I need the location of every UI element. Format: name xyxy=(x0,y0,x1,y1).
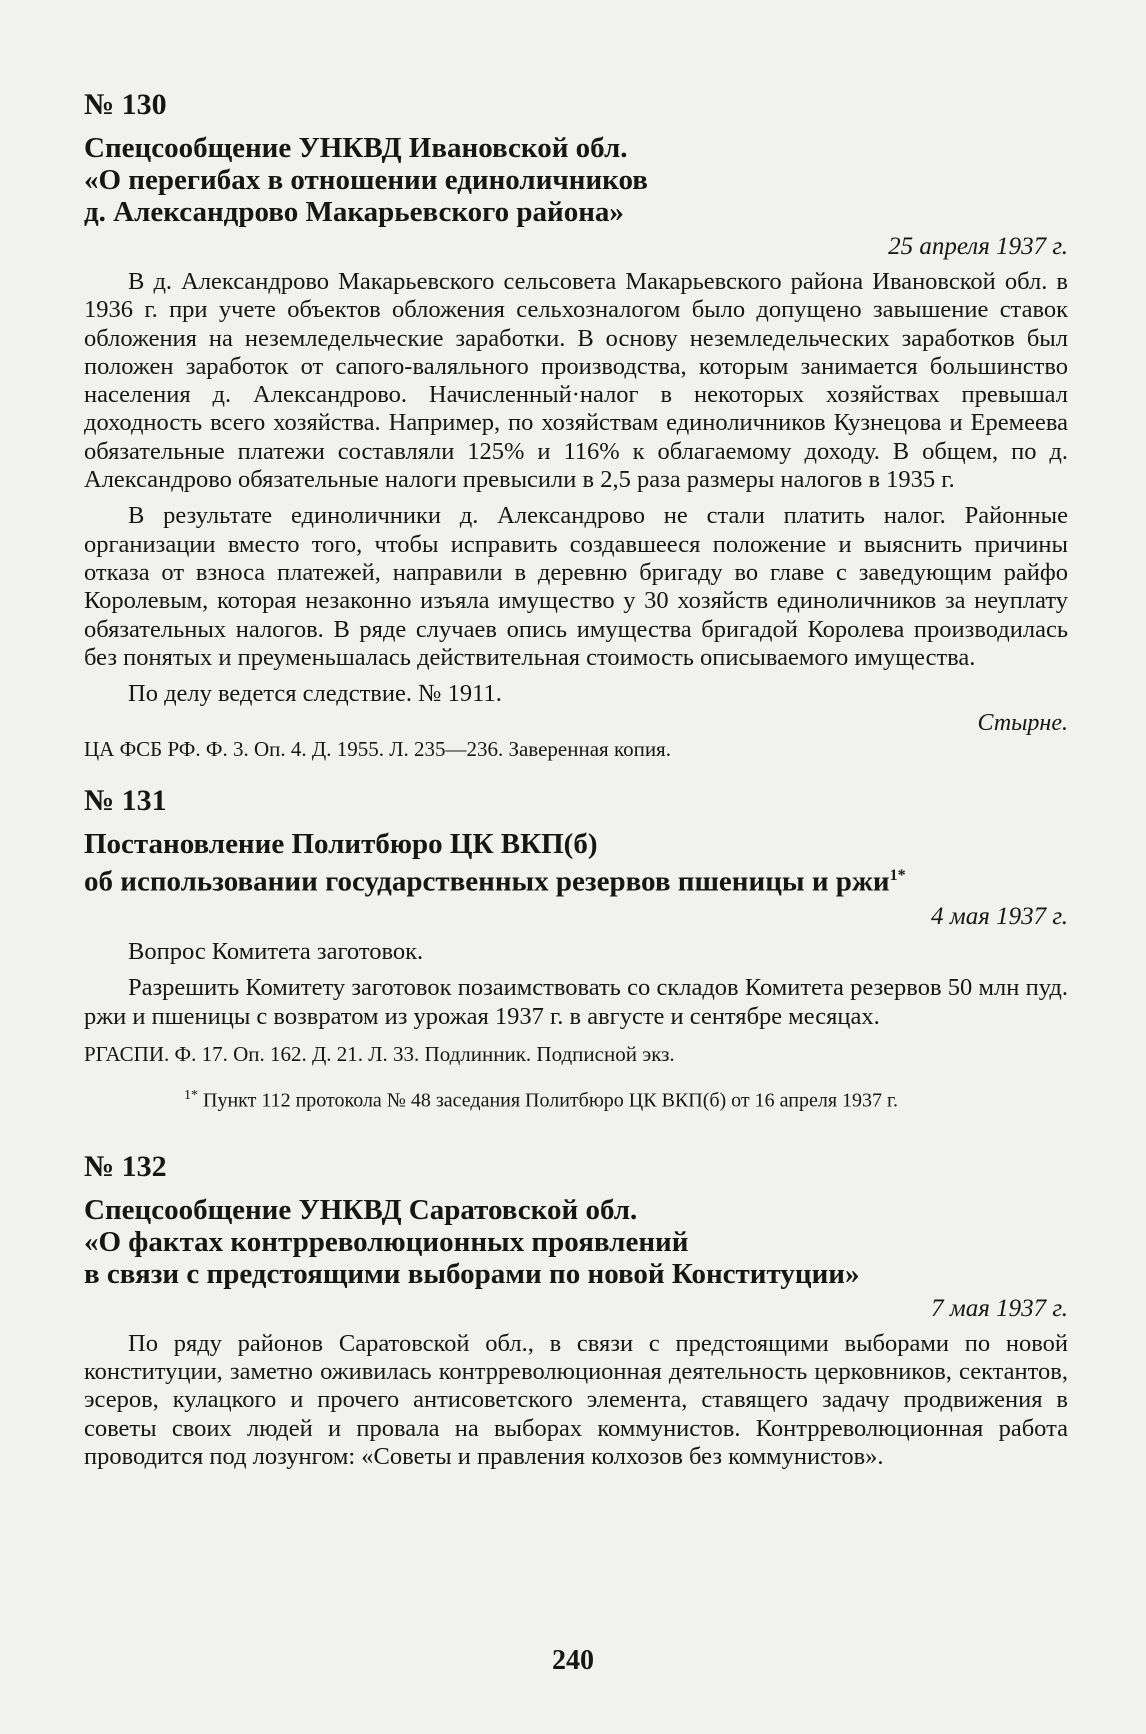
title-line xyxy=(84,860,1068,898)
document-title xyxy=(84,132,1068,228)
page-number: 240 xyxy=(552,1645,594,1676)
paragraph: Разрешить Комитету заготовок позаимствовать со складов Комитета резервов 50 млн пуд. ржи и пшеницы с возвратом из урожая 1937 г. в августе и сентябре месяцах. xyxy=(84,974,1068,1030)
document-131 xyxy=(84,784,1068,1113)
document-body xyxy=(84,1330,1068,1471)
footnote-mark: 1* xyxy=(184,1088,198,1103)
document-132 xyxy=(84,1150,1068,1471)
footnote-mark: 1* xyxy=(889,867,906,885)
footnote xyxy=(84,1083,1068,1114)
document-body xyxy=(84,268,1068,708)
title-line: Спецсообщение УНКВД Ивановской обл. xyxy=(84,132,628,164)
title-line: «О фактах контрреволюционных проявлений xyxy=(84,1225,689,1258)
document-body xyxy=(84,938,1068,1031)
archive-source: ЦА ФСБ РФ. Ф. 3. Оп. 4. Д. 1955. Л. 235—236. Заверенная копия. xyxy=(84,737,671,762)
paragraph: Вопрос Комитета заготовок. xyxy=(128,938,424,966)
paragraph: В результате единоличники д. Александрово не стали платить налог. Районные организации вместо того, чтобы исправить создавшееся положение и выяснить причины отказа от взноса платежей, направили в деревню бригаду во главе с заведующим райфо Королевым, которая незаконно изъяла имущество у 30 хозяйств единоличников за неуплату обязательных налогов. В ряде случаев опись имущества бригадой Королева производилась без понятых и преуменьшалась действительная стоимость описываемого имущества. xyxy=(84,502,1068,671)
document-title xyxy=(84,828,1068,898)
footnote-text: Пункт 112 протокола № 48 заседания Политбюро ЦК ВКП(б) от 16 апреля 1937 г. xyxy=(203,1089,898,1112)
document-date: 25 апреля 1937 г. xyxy=(888,233,1068,260)
title-line: Спецсообщение УНКВД Саратовской обл. xyxy=(84,1193,638,1226)
signature: Стырне. xyxy=(977,710,1068,737)
document-number: № 131 xyxy=(84,784,167,818)
document-date: 7 мая 1937 г. xyxy=(931,1294,1068,1322)
document-number: № 132 xyxy=(84,1149,167,1183)
title-line: в связи с предстоящими выборами по новой Конституции» xyxy=(84,1257,860,1290)
paragraph: В д. Александрово Макарьевского сельсовета Макарьевского района Ивановской обл. в 1936 г. при учете объектов обложения сельхозналогом было допущено завышение ставок обложения на неземледельческие заработки. В основу неземледельческих заработков был положен заработок от сапого-валяльного производства, которым занимается большинство населения д. Александрово. Начисленный·налог в некоторых хозяйствах превышал доходность всего хозяйства. Например, по хозяйствам единоличников Кузнецова и Еремеева обязательные платежи составляли 125% и 116% к облагаемому доходу. В общем, по д. Александрово обязательные налоги превысили в 2,5 раза размеры налогов в 1935 г. xyxy=(84,268,1068,494)
document-date: 4 мая 1937 г. xyxy=(931,903,1068,931)
paragraph: По делу ведется следствие. № 1911. xyxy=(128,680,502,708)
title-line-text: об использовании государственных резервов пшеницы и ржи xyxy=(84,866,890,899)
paragraph: По ряду районов Саратовской обл., в связи с предстоящими выборами по новой конституции, заметно оживилась контрреволюционная деятельность церковников, сектантов, эсеров, кулацкого и прочего антисоветского элемента, ставящего задачу продвижения в советы своих людей и провала на выборах коммунистов. Контрреволюционная работа проводится под лозунгом: «Советы и правления колхозов без коммунистов». xyxy=(84,1329,1068,1470)
document-number: № 130 xyxy=(84,88,167,121)
title-line: д. Александрово Макарьевского района» xyxy=(84,196,624,228)
document-title xyxy=(84,1194,1068,1290)
title-line: Постановление Политбюро ЦК ВКП(б) xyxy=(84,828,598,861)
archive-source: РГАСПИ. Ф. 17. Оп. 162. Д. 21. Л. 33. Подлинник. Подписной экз. xyxy=(84,1042,675,1066)
title-line: «О перегибах в отношении единоличников xyxy=(84,164,648,196)
document-130 xyxy=(84,88,1068,762)
